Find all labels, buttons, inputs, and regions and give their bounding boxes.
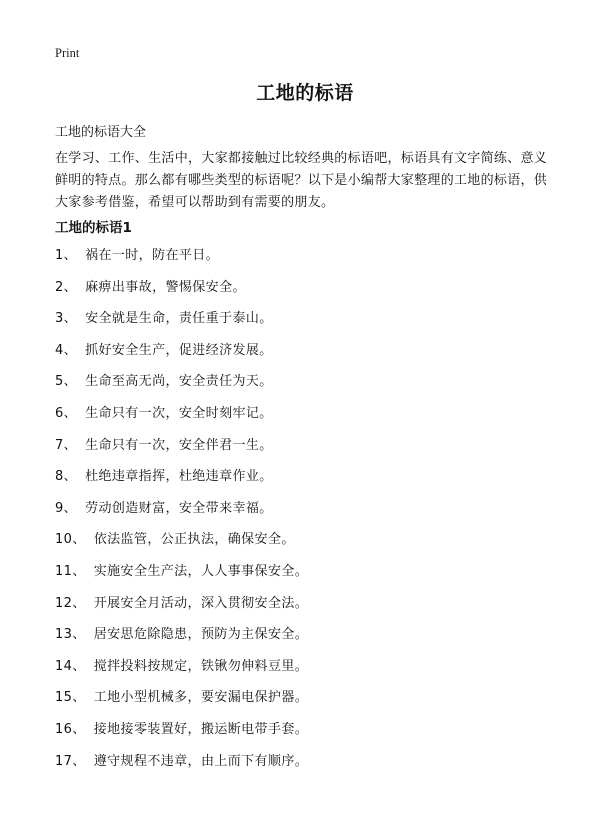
- list-item-number: 4、: [55, 342, 78, 358]
- list-item-number: 6、: [55, 405, 78, 421]
- list-item-number: 7、: [55, 437, 78, 453]
- list-item-text: 遵守规程不违章，由上而下有顺序。: [93, 753, 309, 769]
- list-item: [55, 686, 308, 718]
- list-item: [55, 465, 308, 497]
- list-item: [55, 497, 308, 529]
- list-item: [55, 434, 308, 466]
- list-item-number: 15、: [55, 690, 86, 706]
- list-item-text: 生命至高无尚，安全责任为天。: [85, 374, 273, 390]
- list-item: [55, 402, 308, 434]
- list-item-text: 生命只有一次，安全伴君一生。: [85, 437, 273, 453]
- list-item: [55, 244, 308, 276]
- print-link[interactable]: Print: [55, 46, 80, 60]
- list-item-text: 麻痹出事故，警惕保安全。: [85, 279, 246, 295]
- list-item: [55, 592, 308, 624]
- list-item: [55, 339, 308, 371]
- list-item-text: 搅拌投料按规定，铁锹勿伸料豆里。: [93, 658, 309, 674]
- list-item-number: 16、: [55, 721, 86, 737]
- list-item-text: 生命只有一次，安全时刻牢记。: [85, 405, 273, 421]
- list-item-text: 杜绝违章指挥，杜绝违章作业。: [85, 469, 273, 485]
- list-item-text: 实施安全生产法，人人事事保安全。: [93, 563, 309, 579]
- list-item-number: 11、: [55, 563, 86, 579]
- list-item-number: 17、: [55, 753, 86, 769]
- list-item-number: 1、: [55, 248, 78, 263]
- list-item: [55, 276, 308, 308]
- list-item-number: 12、: [55, 595, 86, 611]
- section-heading: 工地的标语1: [55, 220, 132, 236]
- list-item-text: 祸在一时，防在平日。: [85, 248, 220, 263]
- list-item: [55, 718, 308, 750]
- list-item-number: 10、: [55, 532, 86, 548]
- list-item-number: 5、: [55, 374, 78, 390]
- list-item-number: 3、: [55, 311, 78, 327]
- list-item: [55, 307, 308, 339]
- list-item-text: 接地接零装置好，搬运断电带手套。: [93, 721, 309, 737]
- document-subtitle: 工地的标语大全: [55, 125, 147, 140]
- list-item-text: 居安思危除隐患，预防为主保安全。: [93, 627, 309, 643]
- page-title: 工地的标语: [256, 82, 354, 104]
- list-item-number: 8、: [55, 469, 78, 485]
- list-item-text: 工地小型机械多，要安漏电保护器。: [93, 690, 309, 706]
- list-item: [55, 370, 308, 402]
- list-item: [55, 623, 308, 655]
- list-item-text: 开展安全月活动，深入贯彻安全法。: [93, 595, 309, 611]
- list-item: [55, 655, 308, 687]
- list-item: [55, 560, 308, 592]
- list-item-number: 14、: [55, 658, 86, 674]
- list-item-text: 劳动创造财富，安全带来幸福。: [85, 500, 273, 516]
- list-item-text: 抓好安全生产，促进经济发展。: [85, 342, 273, 358]
- list-item: [55, 528, 308, 560]
- list-item: [55, 750, 308, 782]
- list-item-text: 依法监管，公正执法，确保安全。: [93, 532, 295, 548]
- intro-paragraph: 在学习、工作、生活中，大家都接触过比较经典的标语吧，标语具有文字简练、意义鲜明的特点。那么都有哪些类型的标语呢？以下是小编帮大家整理的工地的标语，供大家参考借鉴，希望可以帮助到有需要的朋友。: [55, 151, 548, 210]
- list-item-number: 9、: [55, 500, 78, 516]
- list-item-number: 13、: [55, 627, 86, 643]
- slogan-list: [55, 244, 308, 781]
- list-item-number: 2、: [55, 279, 78, 295]
- list-item-text: 安全就是生命，责任重于泰山。: [85, 311, 273, 327]
